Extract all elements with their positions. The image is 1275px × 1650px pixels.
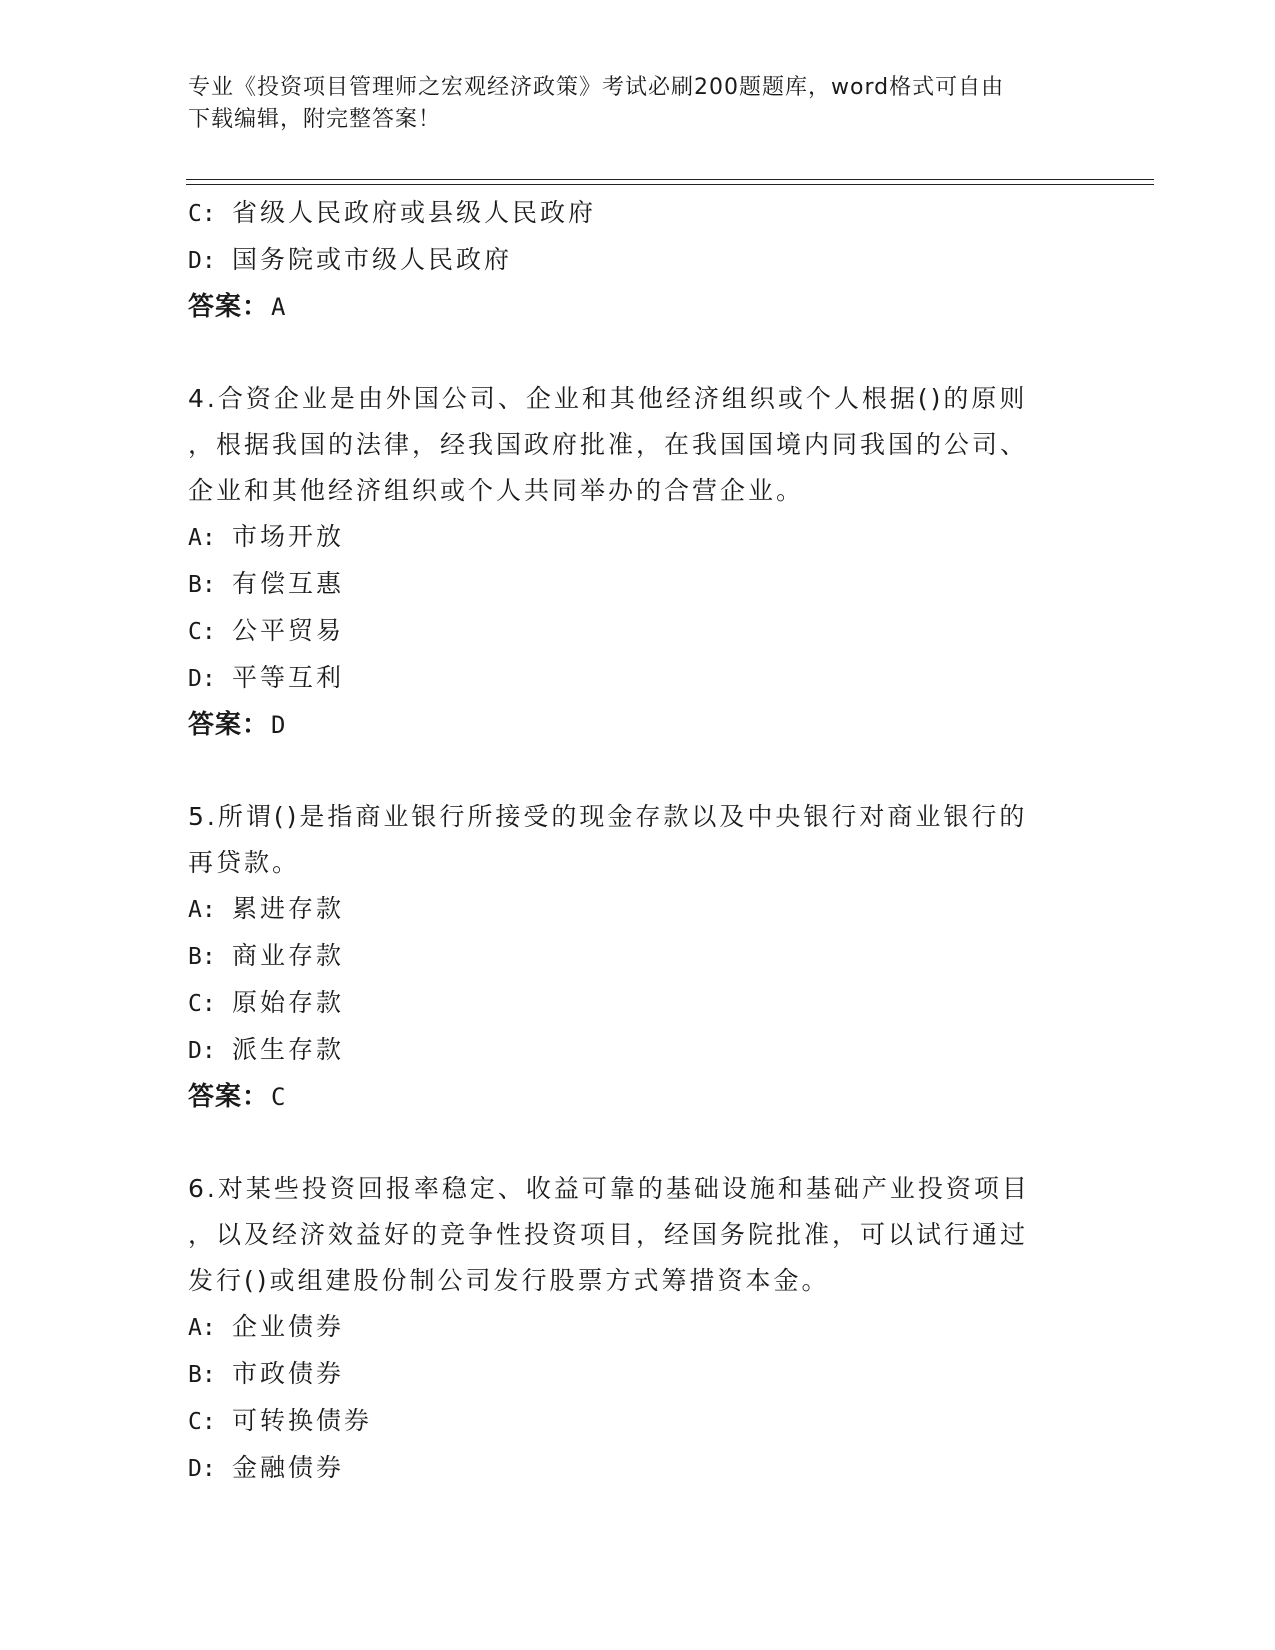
option-b [188,561,1088,608]
header-line-1: 专业《投资项目管理师之宏观经济政策》考试必刷200题题库，word格式可自由 [188,75,1005,100]
header-divider-top [186,179,1154,180]
option-letter: D: [188,1456,216,1482]
option-letter: B: [188,572,216,598]
option-letter: C: [188,619,216,645]
question-stem [188,1166,1088,1304]
option-text: 商业存款 [232,941,345,970]
answer-value: A [271,293,287,321]
answer-label: 答案： [188,1082,270,1112]
option-letter: A: [188,897,216,923]
option-letter: B: [188,1362,216,1388]
option-letter: A: [188,525,216,551]
stem-line: 6.对某些投资回报率稳定、收益可靠的基础设施和基础产业投资项目 [188,1174,1030,1203]
option-b [188,1351,1088,1398]
option-text: 市政债券 [232,1359,345,1388]
document-header [188,72,1068,136]
option-d [188,237,1088,284]
option-text: 累进存款 [232,894,345,923]
option-text: 平等互利 [232,663,345,692]
header-divider-bottom [186,184,1154,185]
option-text: 金融债券 [232,1453,345,1482]
question-4 [188,376,1088,748]
question-stem [188,794,1088,886]
option-d [188,1445,1088,1492]
stem-line: 发行()或组建股份制公司发行股票方式筹措资本金。 [188,1266,830,1295]
option-letter: A: [188,1315,216,1341]
question-stem [188,376,1088,514]
option-text: 有偿互惠 [232,569,345,598]
question-list [188,190,1088,1492]
option-d [188,655,1088,702]
answer-label: 答案： [188,292,270,322]
option-a [188,1304,1088,1351]
option-text: 国务院或市级人民政府 [232,245,513,274]
answer-label: 答案： [188,710,270,740]
answer-line [188,284,1088,330]
stem-line: 企业和其他经济组织或个人共同举办的合营企业。 [188,476,805,505]
option-text: 派生存款 [232,1035,345,1064]
answer-value: D [271,711,287,739]
option-text: 可转换债券 [232,1406,373,1435]
option-letter: B: [188,944,216,970]
option-letter: C: [188,201,216,227]
stem-line: 5.所谓()是指商业银行所接受的现金存款以及中央银行对商业银行的 [188,802,1028,831]
option-text: 企业债券 [232,1312,345,1341]
option-c [188,608,1088,655]
option-text: 公平贸易 [232,616,345,645]
option-a [188,514,1088,561]
stem-line: ，根据我国的法律，经我国政府批准，在我国国境内同我国的公司、 [188,430,1029,459]
question-3-tail [188,190,1088,330]
option-letter: C: [188,991,216,1017]
option-d [188,1027,1088,1074]
option-letter: C: [188,1409,216,1435]
option-text: 省级人民政府或县级人民政府 [232,198,597,227]
stem-line: ，以及经济效益好的竞争性投资项目，经国务院批准，可以试行通过 [188,1220,1029,1249]
option-letter: D: [188,248,216,274]
option-letter: D: [188,1038,216,1064]
option-c [188,1398,1088,1445]
option-text: 市场开放 [232,522,345,551]
option-letter: D: [188,666,216,692]
option-a [188,886,1088,933]
answer-line [188,1074,1088,1120]
header-line-2: 下载编辑，附完整答案！ [188,107,442,132]
option-c [188,980,1088,1027]
answer-line [188,702,1088,748]
option-text: 原始存款 [232,988,345,1017]
answer-value: C [271,1083,287,1111]
stem-line: 4.合资企业是由外国公司、企业和其他经济组织或个人根据()的原则 [188,384,1028,413]
stem-line: 再贷款。 [188,848,301,877]
option-c [188,190,1088,237]
option-b [188,933,1088,980]
question-5 [188,794,1088,1120]
question-6 [188,1166,1088,1492]
